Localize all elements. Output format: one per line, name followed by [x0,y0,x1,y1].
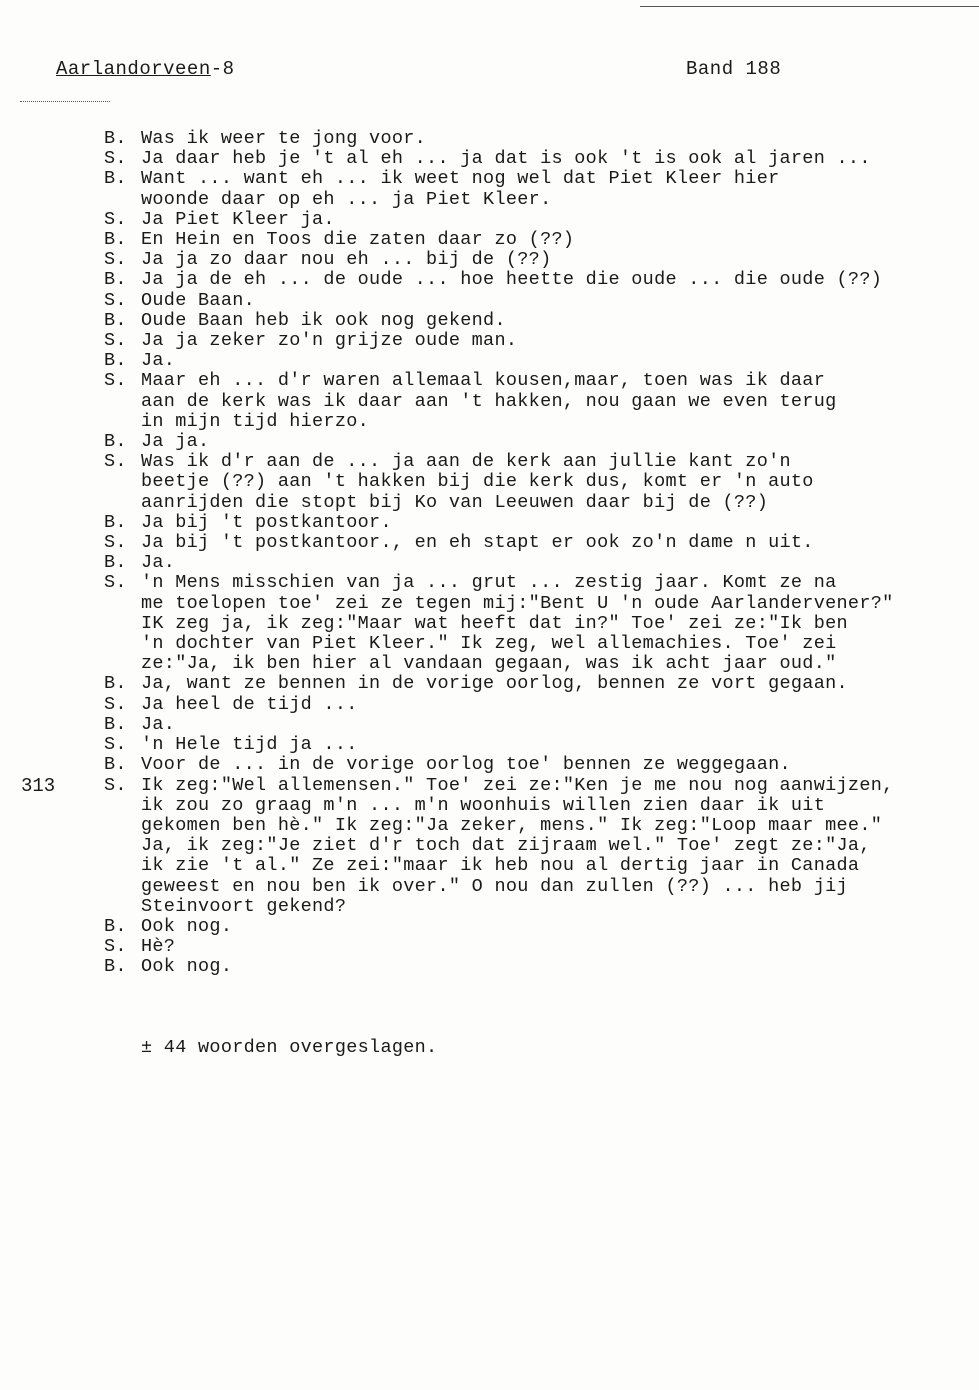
speaker-label: B. [104,673,127,695]
header-band: Band 188 [686,58,782,80]
utterance [141,533,964,553]
utterance-line: En Hein en Toos die zaten daar zo (??) [141,229,575,251]
top-rule [640,6,979,7]
utterance-line: Ja bij 't postkantoor., en eh stapt er ook zo'n dame n uit. [141,532,814,554]
transcript-turn [104,331,964,351]
utterance-line: in mijn tijd hierzo. [141,410,370,432]
speaker-label: S. [104,532,127,554]
utterance-line: ik zie 't al." Ze zei:"maar ik heb nou al dertig jaar in Canada [141,855,860,877]
utterance [141,371,964,432]
speaker-label: S. [104,572,127,594]
utterance-line: geweest en nou ben ik over." O nou dan zullen (??) ... heb jij [141,875,848,897]
speaker-label: B. [104,350,127,372]
transcript-turn [104,452,964,513]
utterance-line: beetje (??) aan 't hakken bij die kerk dus, komt er 'n auto [141,471,814,493]
speaker-label: B. [104,552,127,574]
utterance [141,513,964,533]
utterance-line: gekomen ben hè." Ik zeg:"Ja zeker, mens." Ik zeg:"Loop maar mee." [141,814,883,836]
utterance-line: 'n dochter van Piet Kleer." Ik zeg, wel allemachies. Toe' zei [141,633,837,655]
utterance-line: me toelopen toe' zei ze tegen mij:"Bent U 'n oude Aarlandervener?" [141,592,894,614]
transcript-turn [104,573,964,674]
transcript-turn [104,371,964,432]
transcript-turn [104,513,964,533]
utterance-line: Ja Piet Kleer ja. [141,208,335,230]
utterance [141,432,964,452]
speaker-label: S. [104,370,127,392]
header-title [56,58,235,80]
transcript-turn [104,169,964,209]
speaker-label: S. [104,289,127,311]
utterance-line: 'n Mens misschien van ja ... grut ... zestig jaar. Komt ze na [141,572,837,594]
transcript-turn [104,270,964,290]
utterance-line: aanrijden die stopt bij Ko van Leeuwen daar bij de (??) [141,491,769,513]
utterance-line: IK zeg ja, ik zeg:"Maar wat heeft dat in?" Toe' zei ze:"Ik ben [141,612,848,634]
speaker-label: B. [104,713,127,735]
transcript-turn [104,351,964,371]
footnote: ± 44 woorden overgeslagen. [141,1037,438,1058]
transcript-turn [104,230,964,250]
utterance [141,311,964,331]
utterance [141,452,964,513]
utterance-line: Was ik weer te jong voor. [141,128,427,149]
transcript-turn [104,210,964,230]
utterance-line: Want ... want eh ... ik weet nog wel dat Piet Kleer hier [141,168,780,190]
utterance [141,149,964,169]
speaker-label: B. [104,754,127,776]
utterance [141,957,964,977]
transcript-turn [104,715,964,735]
utterance-line: Hè? [141,936,176,958]
speaker-label: S. [104,774,127,796]
utterance-line: Ik zeg:"Wel allemensen." Toe' zei ze:"Ken je me nou nog aanwijzen, [141,774,894,796]
transcript-turn [104,755,964,775]
speaker-label: S. [104,734,127,756]
utterance-line: Ja, ik zeg:"Je ziet d'r toch dat zijraam wel." Toe' zegt ze:"Ja, [141,835,871,857]
utterance [141,169,964,209]
utterance-line: 'n Hele tijd ja ... [141,734,358,756]
utterance-line: woonde daar op eh ... ja Piet Kleer. [141,188,552,210]
utterance-line: Voor de ... in de vorige oorlog toe' bennen ze weggegaan. [141,754,791,776]
utterance-line: Ja ja zo daar nou eh ... bij de (??) [141,249,552,271]
utterance-line: Ja. [141,350,176,372]
utterance [141,351,964,371]
utterance [141,210,964,230]
utterance-line: Was ik d'r aan de ... ja aan de kerk aan jullie kant zo'n [141,451,791,473]
utterance-line: Oude Baan heb ik ook nog gekend. [141,309,506,331]
transcript-turn [104,735,964,755]
utterance [141,755,964,775]
transcript-turn [104,553,964,573]
speaker-label: S. [104,208,127,230]
utterance [141,291,964,311]
speaker-label: B. [104,128,127,149]
transcript-turn [104,432,964,452]
utterance [141,129,964,149]
utterance [141,695,964,715]
transcript-turn [104,129,964,149]
transcript-turn [104,957,964,977]
utterance [141,573,964,674]
utterance-line: Ja. [141,552,176,574]
utterance [141,735,964,755]
transcript-turn [104,250,964,270]
utterance [141,250,964,270]
utterance [141,715,964,735]
utterance-line: Ja ja zeker zo'n grijze oude man. [141,330,518,352]
utterance-line: Ja, want ze bennen in de vorige oorlog, bennen ze vort gegaan. [141,673,848,695]
header-page-suffix: -8 [210,58,235,80]
utterance-line: Maar eh ... d'r waren allemaal kousen,maar, toen was ik daar [141,370,826,392]
speaker-label: S. [104,693,127,715]
utterance-line: Ja heel de tijd ... [141,693,358,715]
transcript-turn [104,937,964,957]
speaker-label: B. [104,229,127,251]
speaker-label: B. [104,168,127,190]
utterance-line: Ja bij 't postkantoor. [141,511,392,533]
speaker-label: B. [104,269,127,291]
utterance [141,270,964,290]
speaker-label: S. [104,330,127,352]
utterance-line: ze:"Ja, ik ben hier al vandaan gegaan, was ik acht jaar oud." [141,653,837,675]
utterance-line: Ja daar heb je 't al eh ... ja dat is ook 't is ook al jaren ... [141,148,871,170]
speaker-label: B. [104,431,127,453]
utterance [141,230,964,250]
utterance-line: Ja ja de eh ... de oude ... hoe heette die oude ... die oude (??) [141,269,883,291]
utterance [141,937,964,957]
utterance-line: Ja ja. [141,431,210,453]
margin-number: 313 [21,775,56,797]
speaker-label: B. [104,309,127,331]
speaker-label: S. [104,451,127,473]
transcript-turn [104,311,964,331]
utterance-line: Steinvoort gekend? [141,895,347,917]
transcript-turn [104,533,964,553]
transcript-turn [104,695,964,715]
utterance [141,776,964,917]
utterance-line: Oude Baan. [141,289,256,311]
transcript-turn [104,291,964,311]
transcript [104,129,964,978]
utterance [141,917,964,937]
speaker-label: B. [104,956,127,978]
header-place-name: Aarlandorveen [56,58,211,80]
utterance-line: Ook nog. [141,915,233,937]
utterance-line: Ja. [141,713,176,735]
speaker-label: S. [104,148,127,170]
utterance [141,553,964,573]
transcript-turn [104,149,964,169]
transcript-turn [104,674,964,694]
speaker-label: S. [104,936,127,958]
header-rule [20,101,110,102]
utterance [141,674,964,694]
utterance-line: Ook nog. [141,956,233,978]
utterance-line: aan de kerk was ik daar aan 't hakken, nou gaan we even terug [141,390,837,412]
speaker-label: B. [104,511,127,533]
speaker-label: B. [104,915,127,937]
transcript-turn [104,776,964,917]
utterance [141,331,964,351]
transcript-turn [104,917,964,937]
speaker-label: S. [104,249,127,271]
utterance-line: ik zou zo graag m'n ... m'n woonhuis willen zien daar ik uit [141,794,826,816]
